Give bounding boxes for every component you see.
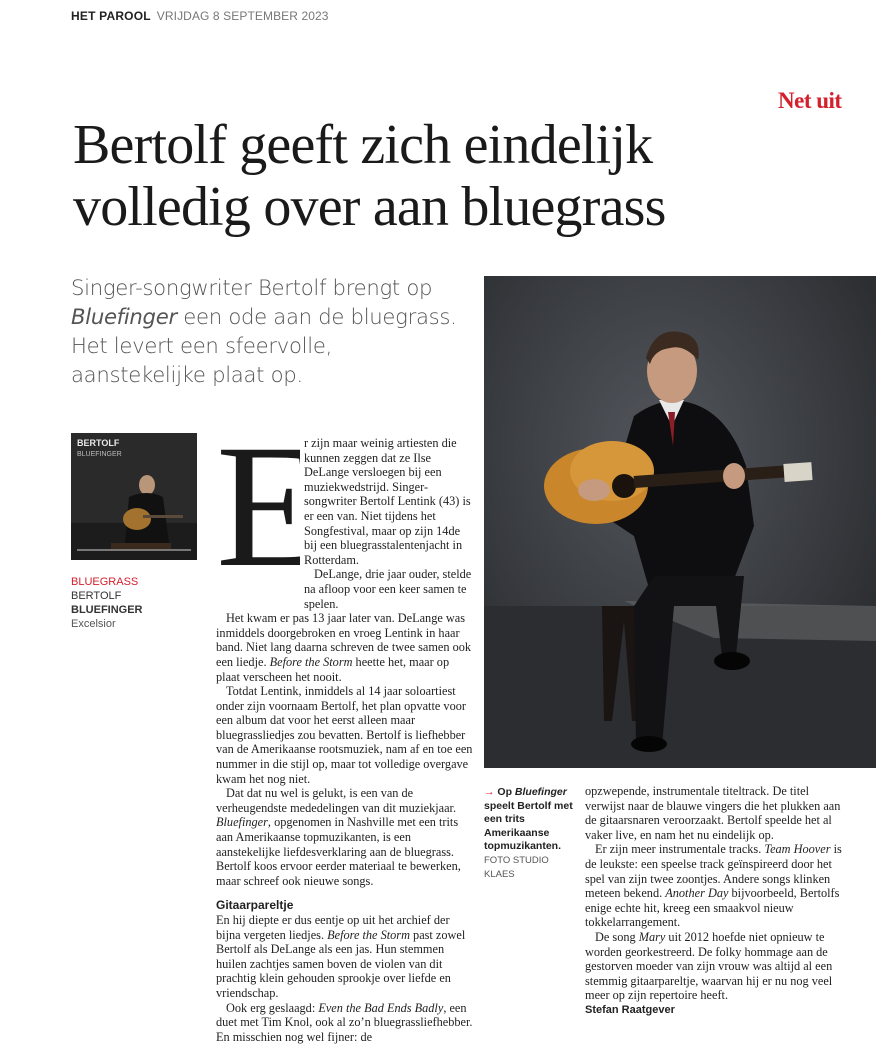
paragraph-text: , een duet met Tim Knol, ook al zo’n bluegrassliefhebber. En misschien nog wel fijner: de — [216, 1000, 473, 1044]
article-column-2 — [585, 784, 847, 1018]
cover-artist: BERTOLF — [77, 438, 120, 448]
intro-album-title: Bluefinger — [71, 304, 177, 329]
paragraph-text: DeLange, drie jaar ouder, stelde na afloop voor een keer samen te spelen. — [304, 567, 472, 611]
info-label: Excelsior — [71, 618, 116, 630]
paper-name: HET PAROOL — [71, 9, 151, 23]
info-artist: BERTOLF — [71, 590, 122, 602]
album-cover — [71, 433, 197, 560]
paragraph-text: Er zijn meer instrumentale tracks. — [595, 842, 765, 857]
paragraph-text: past zowel Bertolf als DeLange als een jas. Hun stemmen huilen zachtjes samen boven de violen van dit prachtig klein gehouden sprookje over liefde en vriendschap. — [216, 927, 466, 1000]
paragraph-text: Ook erg geslaagd: — [226, 1000, 319, 1015]
article-column-1 — [216, 436, 474, 1044]
caption-text: speelt Bertolf met een trits Amerikaanse topmuzikanten. — [484, 799, 573, 853]
section-tag: Net uit — [778, 88, 842, 113]
intro-text — [71, 273, 471, 389]
headline — [73, 114, 873, 238]
photo-credit: FOTO STUDIO KLAES — [484, 854, 549, 880]
paragraph-text: is de leukste: een speelse track geïnspireerd door het spel van zijn twee zoontjes. Andere songs klinken meteen bekend. — [585, 842, 842, 901]
paragraph-text: uit 2012 hoefde niet opnieuw te worden georkestreerd. De folky hommage aan de gestorven moeder van zijn vrouw was altijd al een stemmig gitaarpareltje, waarvan hij er nu nog veel meer op zijn repertoire heeft. — [585, 929, 833, 1003]
paragraph-text: opzwepende, instrumentale titeltrack. De titel verwijst naar de blauwe vingers die het plukken aan de gitaarsnaren veroorzaakt. Bertolf speelde het al vaker live, en nam het nu eindelijk op. — [585, 784, 841, 842]
intro-part-1: Singer-songwriter Bertolf brengt op — [71, 275, 433, 300]
info-album: BLUEFINGER — [71, 604, 143, 616]
headline-line-2: volledig over aan bluegrass — [73, 176, 666, 238]
song-title: Before the Storm — [269, 654, 353, 669]
album-title: Bluefinger — [216, 815, 268, 830]
song-title: Even the Bad Ends Badly — [318, 1000, 444, 1015]
paragraph — [216, 1001, 474, 1044]
artist-photo — [484, 276, 876, 768]
paragraph-text: heette het, maar op plaat verscheen het nooit. — [216, 654, 450, 684]
paragraph-text: r zijn maar weinig artiesten die kunnen zeggen dat ze Ilse DeLange versloegen bij een muziekwedstrijd. Singer-songwriter Bertolf Lentink (43) is er een van. Niet tijdens het Songfestival, maar op zijn 14de bij een bluegrasstalentenjacht in Rotterdam. — [304, 436, 471, 567]
song-title: Mary — [638, 929, 666, 944]
paragraph — [585, 930, 847, 1003]
arrow-right-icon: → — [484, 786, 495, 798]
paragraph — [216, 684, 474, 786]
photo-caption — [484, 786, 580, 881]
intro-part-2: een ode aan de bluegrass. Het levert een sfeervolle, aanstekelijke plaat op. — [71, 304, 457, 387]
paragraph-text: , opgenomen in Nashville met een trits aan Amerikaanse topmuzikanten, is een aanstekelijke liefdesverklaring aan de bluegrass. Bertolf koos ervoor eerder materiaal te bewerken, maar schreef ook nieuwe songs. — [216, 815, 461, 888]
cover-title: BLUEFINGER — [77, 451, 122, 458]
paragraph — [216, 913, 474, 1001]
headline-line-1: Bertolf geeft zich eindelijk — [73, 114, 653, 176]
issue-date: VRIJDAG 8 SEPTEMBER 2023 — [156, 9, 329, 23]
paragraph — [216, 611, 474, 684]
masthead — [71, 9, 329, 23]
paragraph-text: De song — [595, 929, 639, 944]
paragraph-text: bijvoorbeeld, Bertolfs enige echte hit, kreeg een smaakvol nieuw tokkelarrangement. — [585, 886, 840, 930]
paragraph — [585, 784, 847, 842]
info-genre: BLUEGRASS — [71, 576, 139, 588]
paragraph-text: Dat dat nu wel is gelukt, is een van de verheugendste mededelingen van dit muziekjaar. — [216, 786, 457, 815]
paragraph — [216, 436, 474, 567]
song-title: Before the Storm — [327, 927, 410, 942]
artist-photo-image — [484, 276, 876, 768]
author-byline: Stefan Raatgever — [585, 1003, 675, 1016]
song-title: Team Hoover — [764, 842, 831, 857]
paragraph-text: Het kwam er pas 13 jaar later van. DeLange was inmiddels doorgebroken en vroeg Lentink in haar band. Niet lang daarna schreven de twee samen ook een liedje. — [216, 611, 472, 669]
paragraph — [585, 842, 847, 930]
caption-album: Bluefinger — [514, 786, 567, 798]
caption-text: Op — [494, 786, 515, 798]
paragraph-text: Totdat Lentink, inmiddels al 14 jaar soloartiest onder zijn voornaam Bertolf, het plan opvatte voor een album dat voor het eerst alleen maar bluegrassliedjes zou bevatten. Bertolf is liefhebber van de Amerikaanse rootsmuziek, nam af en toe een nummer in die stijl op, maar tot volledige overgave kwam het nog niet. — [216, 684, 473, 786]
song-title: Another Day — [665, 886, 729, 901]
album-info — [71, 575, 143, 631]
svg-text:E: E — [216, 437, 300, 569]
subheading: Gitaarpareltje — [216, 898, 294, 913]
paragraph — [216, 786, 474, 888]
album-cover-art — [71, 433, 197, 560]
paragraph — [216, 567, 474, 611]
paragraph-text: En hij diepte er dus eentje op uit het archief der bijna vergeten liedjes. — [216, 913, 450, 942]
